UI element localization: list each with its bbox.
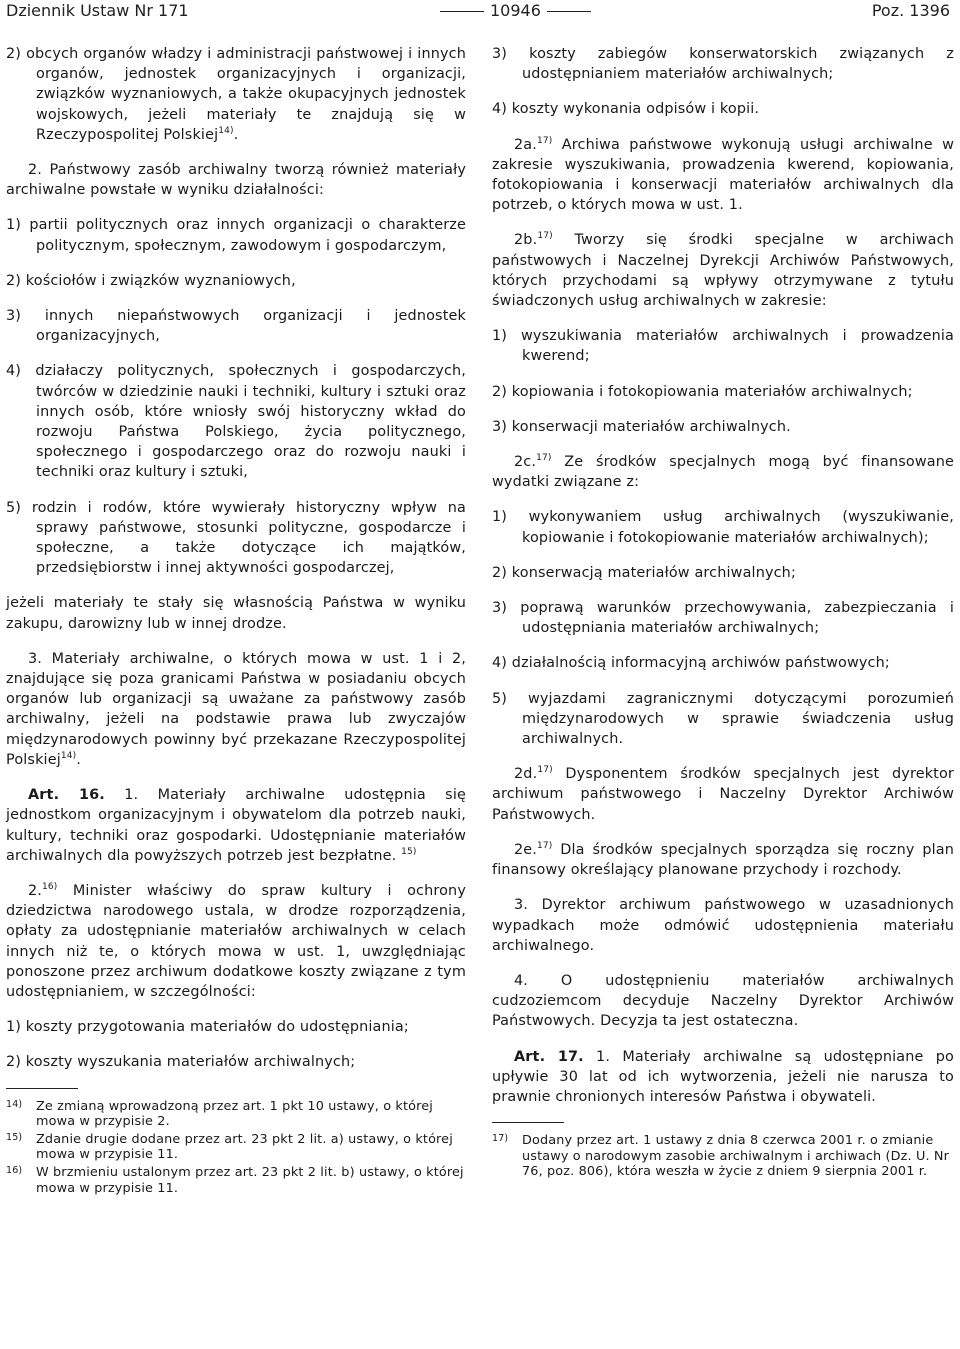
list-item: 4) działaczy politycznych, społecznych i gospodarczych, twórców w dziedzinie nauki i techniki, kultury i sztuki oraz innych osób, które wniosły swój historyczny wkład do rozwoju Państwa Polskiego, życia politycznego, społecznego i gospodarczego oraz do rozwoju nauki i techniki oraz kultury i sztuki,	[6, 363, 466, 481]
footnote-ref[interactable]: 17)	[537, 765, 553, 776]
list-item: 3) koszty zabiegów konserwatorskich związanych z udostępnianiem materiałów archiwalnych;	[492, 46, 954, 83]
list-item: 1) wyszukiwania materiałów archiwalnych i prowadzenia kwerend;	[492, 328, 954, 365]
page-number: 10946	[490, 1, 541, 20]
para-2c	[492, 452, 954, 492]
section-3-text: 3. Materiały archiwalne, o których mowa w ust. 1 i 2, znajdujące się poza granicami Państwa w posiadaniu obcych organów lub organizacji są uważane za państwowy zasób archiwalny, jeżeli na podstawie prawa lub zwyczajów międzynarodowych powinny być przekazane Rzeczypospolitej Polskiej	[6, 650, 466, 768]
list-item: 1) partii politycznych oraz innych organizacji o charakterze politycznym, społecznym, zawodowym i gospodarczym,	[6, 217, 466, 254]
article-label: Art. 16.	[28, 787, 105, 804]
footnote-mark: 14)	[6, 1098, 23, 1110]
para-number: 2b.	[514, 232, 538, 249]
footnote-ref[interactable]: 16)	[42, 882, 58, 893]
list-item: 4) koszty wykonania odpisów i kopii.	[492, 101, 760, 118]
item-text: 2) obcych organów władzy i administracji państwowej i innych organów, jednostek organizacyjnych i organizacji, związków wyznaniowych, a także okupacyjnych jednostek wojskowych, jeżeli materiały te znajdują się w Rzeczypospolitej Polskiej	[6, 46, 466, 143]
para-2d	[492, 764, 954, 825]
footnote-mark: 15)	[6, 1131, 23, 1143]
article-16-para-2	[6, 881, 466, 1002]
list-item: 5) wyjazdami zagranicznymi dotyczącymi porozumień międzynarodowych w sprawie świadczenia usług archiwalnych.	[492, 690, 954, 748]
footnote	[6, 1099, 466, 1130]
list-item: 2) kościołów i związków wyznaniowych,	[6, 272, 296, 289]
para-4: 4. O udostępnieniu materiałów archiwalnych cudzoziemcom decyduje Naczelny Dyrektor Archiwów Państwowych. Decyzja ta jest ostateczna.	[492, 972, 954, 1030]
footnote-ref[interactable]: 17)	[537, 135, 553, 146]
para-text: Archiwa państwowe wykonują usługi archiwalne w zakresie wyszukiwania, prowadzenia kwerend, kopiowania, fotokopiowania i konserwacji materiałów archiwalnych dla potrzeb, o których mowa w ust. 1.	[492, 136, 954, 214]
section-3-tail: .	[76, 751, 82, 768]
left-column	[6, 44, 466, 1198]
footnote-divider	[492, 1122, 564, 1123]
footnote-ref[interactable]: 17)	[537, 841, 553, 852]
footnote-divider	[6, 1088, 78, 1089]
footnote-text: Ze zmianą wprowadzoną przez art. 1 pkt 10 ustawy, o której mowa w przypisie 2.	[36, 1098, 433, 1130]
para-text: Ze środków specjalnych mogą być finansowane wydatki związane z:	[492, 454, 954, 491]
list-item: 2) kopiowania i fotokopiowania materiałów archiwalnych;	[492, 383, 913, 400]
para-3: 3. Dyrektor archiwum państwowego w uzasadnionych wypadkach może odmówić udostępnienia materiału archiwalnego.	[492, 897, 954, 954]
para-number: 2c.	[514, 454, 537, 471]
footnote-text: Zdanie drugie dodane przez art. 23 pkt 2 lit. a) ustawy, o której mowa w przypisie 11.	[36, 1131, 453, 1163]
para-number: 2e.	[514, 841, 538, 858]
para-text: Dla środków specjalnych sporządza się roczny plan finansowy określający planowane przychody i rozchody.	[492, 841, 954, 879]
section-2-closing: jeżeli materiały te stały się własnością Państwa w wyniku zakupu, darowizny lub w innej drodze.	[6, 595, 466, 632]
article-17-para-1	[492, 1047, 954, 1108]
paragraph-item-2-cont	[6, 44, 466, 145]
para-2e	[492, 840, 954, 880]
footnote-mark: 16)	[6, 1164, 23, 1176]
journal-title: Dziennik Ustaw Nr 171	[6, 1, 189, 20]
para-number: 2d.	[514, 766, 538, 783]
footnote-mark: 17)	[492, 1133, 509, 1145]
footnote-ref[interactable]: 17)	[537, 231, 553, 242]
section-3	[6, 649, 466, 770]
list-item: 2) koszty wyszukania materiałów archiwalnych;	[6, 1054, 356, 1071]
list-item: 2) konserwacją materiałów archiwalnych;	[492, 564, 796, 581]
article-16-text: 1. Materiały archiwalne udostępnia się jednostkom organizacyjnym i obywatelom dla potrzeb nauki, kultury, techniki oraz gospodarki. Udostępnianie materiałów archiwalnych dla powyższych potrzeb jest bezpłatne.	[6, 787, 466, 864]
footnote-ref[interactable]: 17)	[536, 453, 552, 464]
footnote-ref[interactable]: 14)	[218, 126, 234, 137]
section-2-intro: 2. Państwowy zasób archiwalny tworzą również materiały archiwalne powstałe w wyniku działalności:	[6, 162, 466, 199]
para-2a	[492, 135, 954, 216]
list-item: 3) poprawą warunków przechowywania, zabezpieczania i udostępniania materiałów archiwalnych;	[492, 600, 954, 637]
footnote	[6, 1132, 466, 1163]
list-item: 4) działalnością informacyjną archiwów państwowych;	[492, 655, 890, 672]
dash-right	[547, 11, 591, 12]
para-text: Minister właściwy do spraw kultury i ochrony dziedzictwa narodowego ustala, w drodze rozporządzenia, opłaty za udostępnianie materiałów archiwalnych w celach innych niż te, o których mowa w ust. 1, uwzględniając ponoszone przez archiwum dodatkowe koszty związane z tym udostępnianiem, w szczególności:	[6, 882, 466, 1000]
para-text: Dysponentem środków specjalnych jest dyrektor archiwum państwowego i Naczelny Dyrektor Archiwów Państwowych.	[492, 766, 954, 823]
article-label: Art. 17.	[514, 1048, 584, 1065]
para-text: Tworzy się środki specjalne w archiwach państwowych i Naczelnej Dyrekcji Archiwów Państwowych, których przychodami są wpływy otrzymywane z tytułu świadczonych usług archiwalnych w zakresie:	[492, 232, 954, 310]
footnote	[6, 1165, 466, 1196]
footnote-ref[interactable]: 14)	[60, 751, 77, 762]
position-label: Poz. 1396	[871, 1, 950, 20]
article-17-text: 1. Materiały archiwalne są udostępniane po upływie 30 lat od ich wytworzenia, jeżeli nie narusza to prawnie chronionych interesów Państwa i obywateli.	[492, 1048, 954, 1105]
page-number-block	[434, 0, 597, 22]
list-item: 5) rodzin i rodów, które wywierały historyczny wpływ na sprawy państwowe, stosunki polityczne, gospodarcze i społeczne, a także dotyczące ich majątków, przedsiębiorstw i innej aktywności gospodarczej,	[6, 499, 466, 577]
page-header	[6, 0, 950, 24]
footnote	[492, 1133, 954, 1180]
list-item: 3) innych niepaństwowych organizacji i jednostek organizacyjnych,	[6, 308, 466, 345]
right-column	[492, 44, 954, 1182]
list-item: 3) konserwacji materiałów archiwalnych.	[492, 418, 791, 435]
footnote-text: W brzmieniu ustalonym przez art. 23 pkt 2 lit. b) ustawy, o której mowa w przypisie 11.	[36, 1164, 464, 1196]
article-16-para-1	[6, 785, 466, 866]
item-tail: .	[233, 126, 239, 143]
para-2b	[492, 230, 954, 311]
footnote-text: Dodany przez art. 1 ustawy z dnia 8 czerwca 2001 r. o zmianie ustawy o narodowym zasobie archiwalnym i archiwach (Dz. U. Nr 76, poz. 806), która weszła w życie z dniem 9 sierpnia 2001 r.	[522, 1133, 950, 1180]
dash-left	[440, 11, 484, 12]
list-item: 1) wykonywaniem usług archiwalnych (wyszukiwanie, kopiowanie i fotokopiowanie materiałów archiwalnych);	[492, 509, 954, 546]
list-item: 1) koszty przygotowania materiałów do udostępniania;	[6, 1019, 409, 1036]
para-number: 2.	[28, 882, 43, 899]
para-number: 2a.	[514, 136, 537, 153]
footnote-ref[interactable]: 15)	[401, 846, 417, 857]
